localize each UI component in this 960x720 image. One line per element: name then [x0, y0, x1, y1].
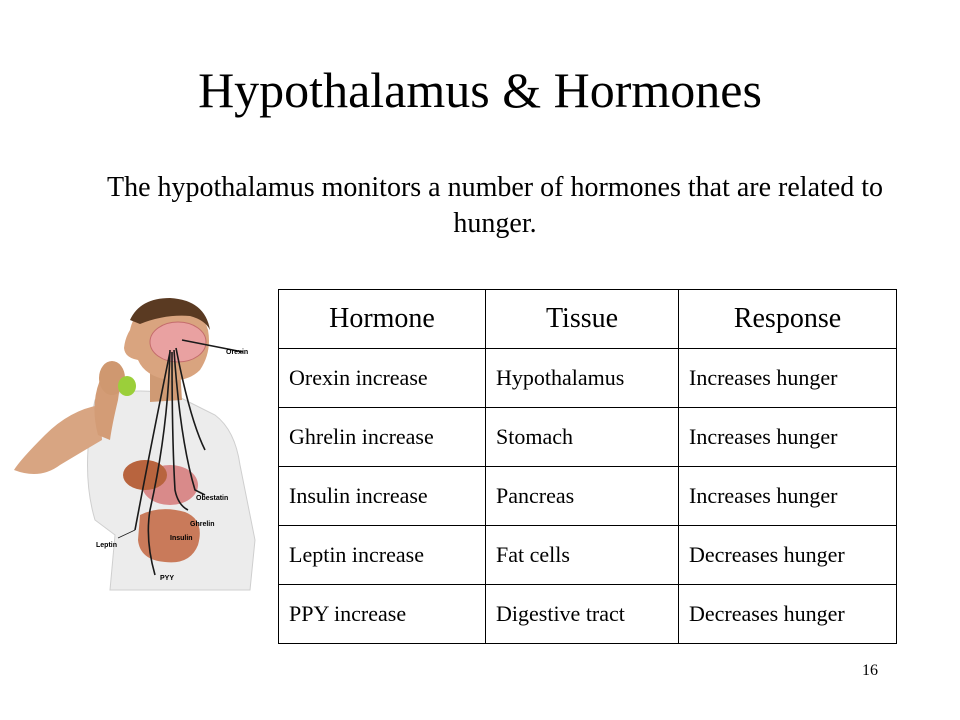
cell-tissue: Stomach [486, 408, 679, 467]
cell-tissue: Fat cells [486, 526, 679, 585]
cell-hormone: Ghrelin increase [279, 408, 486, 467]
cell-tissue: Hypothalamus [486, 349, 679, 408]
hormone-table [278, 289, 897, 644]
slide-title: Hypothalamus & Hormones [198, 62, 762, 118]
header-response: Response [679, 290, 897, 349]
label-obestatin: Obestatin [196, 495, 229, 502]
table-header-row [279, 290, 897, 349]
cell-response: Increases hunger [679, 349, 897, 408]
anatomy-illustration [0, 290, 270, 600]
cell-response: Decreases hunger [679, 585, 897, 644]
table-row [279, 349, 897, 408]
label-orexin: Orexin [226, 349, 249, 356]
cell-tissue: Digestive tract [486, 585, 679, 644]
header-hormone: Hormone [279, 290, 486, 349]
table-row [279, 408, 897, 467]
cell-hormone: Insulin increase [279, 467, 486, 526]
table-row [279, 585, 897, 644]
slide-number: 16 [862, 662, 878, 679]
label-pyy: PYY [160, 575, 175, 582]
slide-subtitle: The hypothalamus monitors a number of hormones that are related to hunger. [106, 172, 883, 239]
header-tissue: Tissue [486, 290, 679, 349]
table-row [279, 467, 897, 526]
label-leptin: Leptin [96, 542, 117, 549]
cell-response: Increases hunger [679, 408, 897, 467]
table-row [279, 526, 897, 585]
cell-response: Increases hunger [679, 467, 897, 526]
cell-hormone: Orexin increase [279, 349, 486, 408]
cell-tissue: Pancreas [486, 467, 679, 526]
cell-hormone: Leptin increase [279, 526, 486, 585]
label-ghrelin: Ghrelin [190, 521, 215, 528]
apple-shape [118, 376, 136, 396]
label-insulin: Insulin [170, 535, 193, 542]
cell-hormone: PPY increase [279, 585, 486, 644]
cell-response: Decreases hunger [679, 526, 897, 585]
